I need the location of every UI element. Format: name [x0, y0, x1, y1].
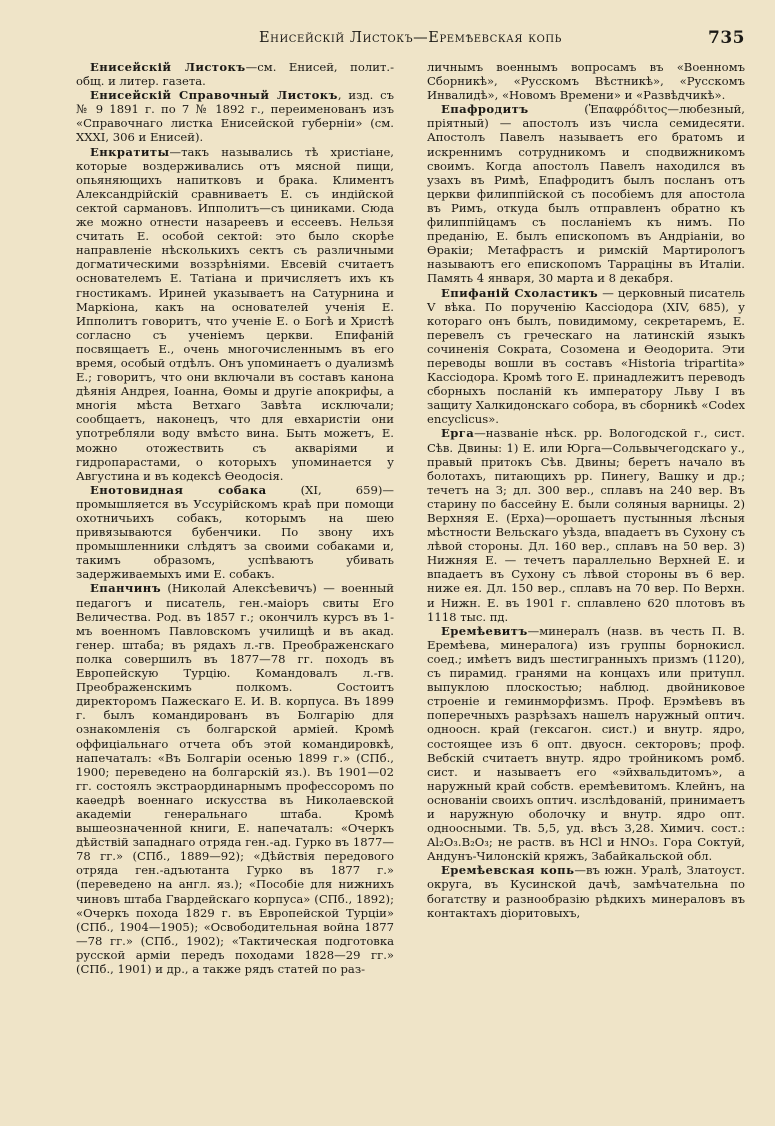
entry-text: (Ἐπαφρόδιτος—любезный, пріятный) — апостолъ изъ числа семидесяти. Апостолъ Павелъ называетъ его братомъ и искреннимъ сотрудникомъ и сподвижникомъ своимъ. Когда апостолъ Павелъ находился въ узахъ въ Римѣ, Епафродитъ былъ посланъ отъ церкви филиппійской съ пособіемъ для апостола въ Римъ, откуда былъ отправленъ обратно къ филиппійцамъ съ посланіемъ къ нимъ. По преданію, Е. былъ епископомъ въ Андріаніи, во Ѳракіи; Метафрастъ и римскій Мартирологъ называютъ его епископомъ Тарраціны въ Италіи. Память 4 января, 30 марта и 8 декабря.: [427, 102, 745, 286]
dictionary-entry: [427, 426, 745, 623]
entry-headword: Енисейскій Справочный Листокъ: [90, 88, 338, 103]
entry-text: (XI, 659)—промышляется въ Уссурійскомъ краѣ при помощи охотничьихъ собакъ, которымъ на шею привязываются бубенчики. По звону ихъ промышленники слѣдятъ за своими собаками и, такимъ образомъ, успѣваютъ убивать задерживаемыхъ ими Е. собакъ.: [76, 482, 394, 582]
dictionary-entry: [427, 60, 745, 102]
entry-headword: Еремѣевитъ: [441, 623, 528, 638]
entry-text: личнымъ военнымъ вопросамъ въ «Военномъ Сборникѣ», «Русскомъ Вѣстникѣ», «Русскомъ Инвалидѣ», «Новомъ Времени» и «Развѣдчикѣ».: [427, 60, 745, 103]
dictionary-entry: [76, 581, 394, 976]
entry-headword: Епифаній Схоластикъ: [441, 285, 599, 300]
entry-text: — церковный писатель V вѣка. По порученію Кассіодора (XIV, 685), у котораго онъ былъ, повидимому, секретаремъ, Е. перевелъ съ греческаго на латинскій языкъ сочиненія Сократа, Созомена и Ѳеодорита. Эти переводы вошли въ составъ «Historia tripartita» Кассіодора. Кромѣ того Е. принадлежитъ переводъ сборныхъ посланій къ императору Льву I въ защиту Халкидонскаго собора, въ сборникѣ «Codex encyclicus».: [427, 285, 745, 427]
dictionary-entry: [427, 286, 745, 427]
right-column: [427, 60, 745, 976]
entry-headword: Епафродитъ: [441, 102, 529, 117]
left-column: [76, 60, 394, 976]
running-title: Енисейскій Листокъ—Еремѣевская копь: [258, 30, 563, 46]
dictionary-entry: [427, 863, 745, 919]
dictionary-entry: [76, 145, 394, 483]
text-columns: [76, 60, 745, 976]
entry-headword: Енкратиты: [90, 144, 170, 159]
entry-text: —см. Енисей, полит.-общ. и литер. газета.: [76, 60, 394, 89]
dictionary-entry: [427, 624, 745, 864]
dictionary-entry: [76, 60, 394, 88]
page-header: [76, 30, 745, 54]
entry-headword: Енотовидная собака: [90, 482, 267, 497]
entry-text: —въ южн. Уралѣ, Златоуст. округа, въ Кусинской дачѣ, замѣчательна по богатству и разнообразію рѣдкихъ минераловъ въ контактахъ діоритовыхъ,: [427, 863, 745, 920]
entry-headword: Ерга: [441, 426, 475, 441]
dictionary-entry: [76, 88, 394, 144]
entry-headword: Енисейскій Листокъ: [90, 60, 246, 74]
entry-text: —названіе нѣск. рр. Вологодской г., сист. Сѣв. Двины: 1) Е. или Юрга—Сольвычегодскаго у., правый притокъ Сѣв. Двины; беретъ начало въ болотахъ, питающихъ рр. Пинегу, Вашку и др.; течетъ на З; дл. 300 вер., сплавъ на 240 вер. Въ старину по бассейну Е. были соляныя варницы. 2) Верхняя Е. (Ерха)—орошаетъ пустынныя лѣсныя мѣстности Вельскаго уѣзда, впадаетъ въ Сухону съ лѣвой стороны. Дл. 160 вер., сплавъ на 50 вер. 3) Нижняя Е. — течетъ параллельно Верхней Е. и впадаетъ въ Сухону съ лѣвой стороны въ 6 вер. ниже ея. Дл. 150 вер., сплавъ на 70 вер. По Верхн. и Нижн. Е. въ 1901 г. сплавлено 620 плотовъ въ 1118 тыс. пд.: [427, 426, 745, 624]
page-number: 735: [708, 28, 745, 48]
entry-headword: Епанчинъ: [90, 581, 161, 596]
entry-text: (Николай Алексѣевичъ) — военный педагогъ и писатель, ген.-маіоръ свиты Его Величества. Род. въ 1857 г.; окончилъ курсъ въ 1-мъ военномъ Павловскомъ училищѣ и въ акад. генер. штаба; въ рядахъ л.-гв. Преображенскаго полка совершилъ въ 1877—78 гг. походъ въ Европейскую Турцію. Командовалъ л.-гв. Преображенскимъ полкомъ. Состоитъ директоромъ Пажескаго Е. И. В. корпуса. Въ 1899 г. былъ командированъ въ Болгарію для ознакомленія съ болгарской арміей. Кромѣ оффиціальнаго отчета объ этой командировкѣ, напечаталъ: «Въ Болгаріи осенью 1899 г.» (СПб., 1900; переведено на болгарскій яз.). Въ 1901—02 гг. состоялъ экстраординарнымъ профессоромъ по каѳедрѣ военнаго искусства въ Николаевской академіи генеральнаго штаба. Кромѣ вышеозначенной книги, Е. напечаталъ: «Очеркъ дѣйствій западнаго отряда ген.-ад. Гурко въ 1877—78 гг.» (СПб., 1889—92); «Дѣйствія передового отряда ген.-адъютанта Гурко въ 1877 г.» (переведено на англ. яз.); «Пособіе для нижнихъ чиновъ штаба Гвардейскаго корпуса» (СПб., 1892); «Очеркъ похода 1829 г. въ Европейской Турціи» (СПб., 1904—1905); «Освободительная война 1877—78 гг.» (СПб., 1902); «Тактическая подготовка русской арміи передъ походами 1828—29 гг.» (СПб., 1901) и др., а также рядъ статей по раз-: [76, 581, 394, 976]
entry-text: —такъ назывались тѣ христіане, которые воздерживались отъ мясной пищи, опьяняющихъ напитковъ и брака. Климентъ Александрійскій сравниваетъ Е. съ индійской сектой сармановъ. Ипполитъ—съ циниками. Сюда же можно отнести назареевъ и ессеевъ. Нельзя считать Е. особой сектой: это было скорѣе направленіе нѣсколькихъ сектъ съ различными догматическими воззрѣніями. Евсевій считаетъ основателемъ Е. Татіана и причисляетъ ихъ къ гностикамъ. Ириней указываетъ на Сатурнина и Маркіона, какъ на основателей ученія Е. Ипполитъ говоритъ, что ученіе Е. о Богѣ и Христѣ согласно съ ученіемъ церкви. Епифаній посвящаетъ Е., очень многочисленнымъ въ его время, особый отдѣлъ. Онъ упоминаетъ о дуализмѣ Е.; говоритъ, что они включали въ составъ канона дѣянія Андрея, Іоанна, Ѳомы и другіе апокрифы, а многія мѣста Ветхаго Завѣта исключали; сообщаетъ, наконецъ, что для евхаристіи они употребляли воду вмѣсто вина. Быть можетъ, Е. можно отожествить съ акваріями и гидропарастами, о которыхъ упоминается у Августина и въ кодексѣ Ѳеодосія.: [76, 144, 394, 483]
entry-headword: Еремѣевская копь: [441, 863, 575, 878]
entry-text: , изд. съ № 9 1891 г. по 7 № 1892 г., переименованъ изъ «Справочнаго листка Енисейской губерніи» (см. XXXI, 306 и Енисей).: [76, 88, 394, 145]
entry-text: —минералъ (назв. въ честь П. В. Еремѣева, минералога) изъ группы борнокисл. соед.; имѣетъ видъ шестигранныхъ призмъ (1120), съ пирамид. гранями на концахъ или притупл. выпуклою плоскостью; наблюд. двойниковое строеніе и геминморфизмъ. Проф. Ерэмѣевъ въ поперечныхъ разрѣзахъ нашелъ наружный оптич. одноосн. край (гексагон. сист.) и внутр. ядро, состоящее изъ 6 опт. двуосн. секторовъ; проф. Вебскій считаетъ внутр. ядро тройникомъ ромб. сист. и называетъ его «эйхвальдитомъ», а наружный край собств. еремѣевитомъ. Клейнъ, на основаніи своихъ оптич. изслѣдованій, принимаетъ и наружную оболочку и внутр. ядро опт. одноосными. Тв. 5,5, уд. вѣсъ 3,28. Химич. сост.: Al₂O₃.B₂O₃; не раств. въ HCl и HNO₃. Гора Соктуй, Андунъ-Чилонскій кряжъ, Забайкальской обл.: [427, 623, 745, 864]
dictionary-entry: [427, 102, 745, 285]
dictionary-entry: [76, 483, 394, 582]
